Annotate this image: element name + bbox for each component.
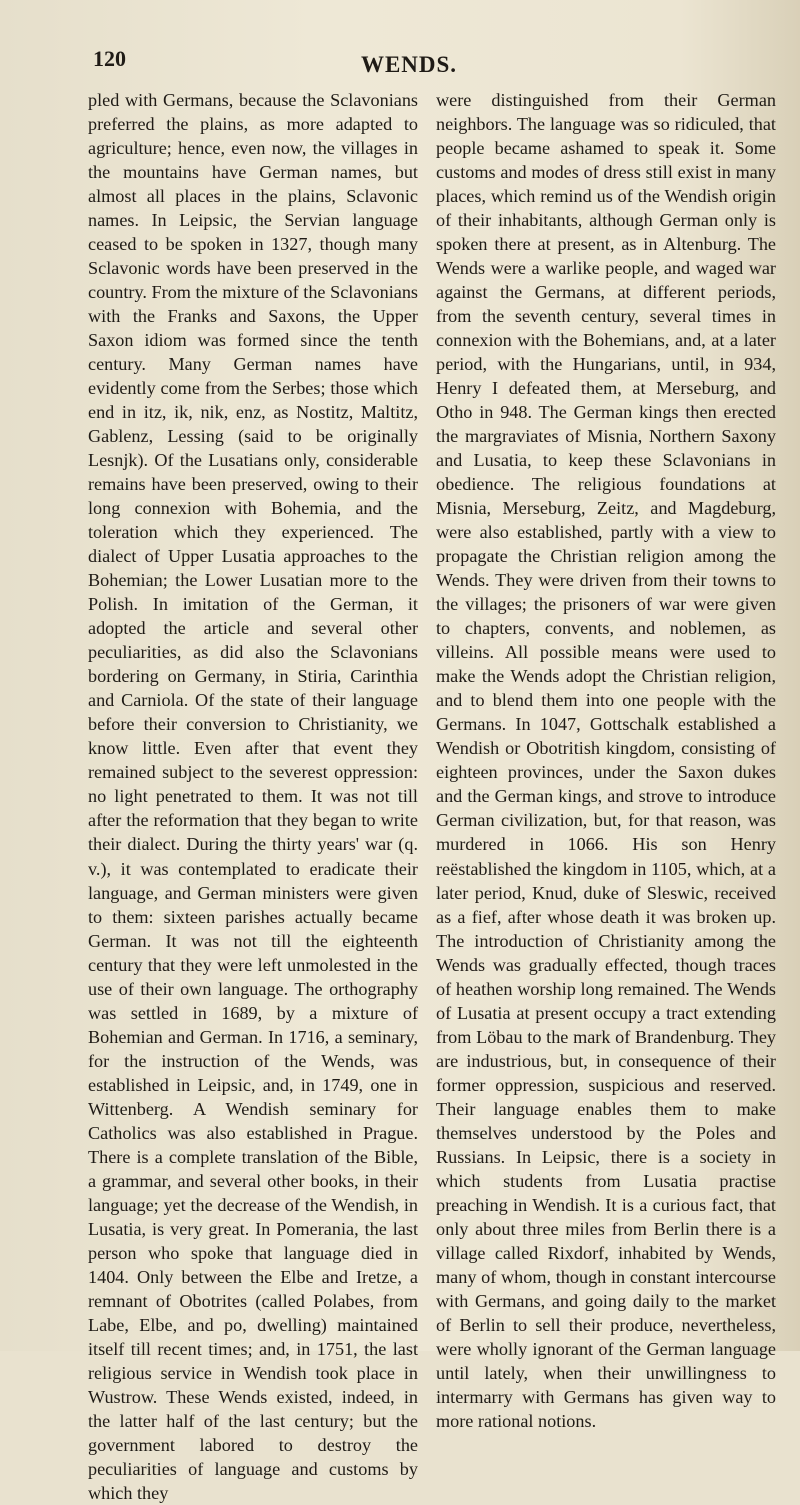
left-column-text: pled with Germans, because the Sclavonians preferred the plains, as more adapted to agriculture; hence, even now, the villages in the mountains have German names, but almost all places in the plains, Sclavonic names. In Leipsic, the Servian language ceased to be spoken in 1327, though many Sclavonic words have been preserved in the country. From the mixture of the Sclavonians with the Franks and Saxons, the Upper Saxon idiom was formed since the tenth century. Many German names have evidently come from the Serbes; those which end in itz, ik, nik, enz, as Nostitz, Maltitz, Gablenz, Lessing (said to be originally Lesnjk). Of the Lusatians only, considerable remains have been preserved, owing to their long connexion with Bohemia, and the toleration which they experienced. The dialect of Upper Lusatia approaches to the Bohemian; the Lower Lusatian more to the Polish. In imitation of the German, it adopted the article and several other peculiarities, as did also the Sclavonians bordering on Germany, in Stiria, Carinthia and Carniola. Of the state of their language before their conversion to Christianity, we know little. Even after that event they remained subject to the severest oppression: no light penetrated to them. It was not till after the reformation that they began to write their dialect. During the thirty years' war (q. v.), it was contemplated to eradicate their language, and German ministers were given to them: sixteen parishes actually became German. It was not till the eighteenth century that they were left unmolested in the use of their own language. The orthography was settled in 1689, by a mixture of Bohemian and German. In 1716, a seminary, for the instruction of the Wends, was established in Leipsic, and, in 1749, one in Wittenberg. A Wendish seminary for Catholics was also established in Prague. There is a complete translation of the Bible, a grammar, and several other books, in their language; yet the decrease of the Wendish, in Lusatia, is very great. In Pomerania, the last person who spoke that language died in 1404. Only between the Elbe and Iretze, a remnant of Obotrites (called Polabes, from Labe, Elbe, and po, dwelling) maintained itself till recent times; and, in 1751, the last religious service in Wendish took place in Wustrow. These Wends existed, indeed, in the latter half of the last century; but the government labored to destroy the peculiarities of language and customs by which they [88,90,418,1503]
running-title: WENDS. [360,52,458,77]
right-column-text: were distinguished from their German neighbors. The language was so ridiculed, that people became ashamed to speak it. Some customs and modes of dress still exist in many places, which remind us of the Wendish origin of their inhabitants, although German only is spoken there at present, as in Altenburg. The Wends were a warlike people, and waged war against the Germans, at different periods, from the seventh century, several times in connexion with the Bohemians, and, at a later period, with the Hungarians, until, in 934, Henry I defeated them, at Merseburg, and Otho in 948. The German kings then erected the margraviates of Misnia, Northern Saxony and Lusatia, to keep these Sclavonians in obedience. The religious foundations at Misnia, Merseburg, Zeitz, and Magdeburg, were also established, partly with a view to propagate the Christian religion among the Wends. They were driven from their towns to the villages; the prisoners of war were given to chapters, convents, and noblemen, as villeins. All possible means were used to make the Wends adopt the Christian religion, and to blend them into one people with the Germans. In 1047, Gottschalk established a Wendish or Obotritish kingdom, consisting of eighteen provinces, under the Saxon dukes and the German kings, and strove to introduce German civilization, but, for that reason, was murdered in 1066. His son Henry reëstablished the kingdom in 1105, which, at a later period, Knud, duke of Sleswic, received as a fief, after whose death it was broken up. The introduction of Christianity among the Wends was gradually effected, though traces of heathen worship long remained. The Wends of Lusatia at present occupy a tract extending from Löbau to the mark of Brandenburg. They are industrious, but, in consequence of their former oppression, suspicious and reserved. Their language enables them to make themselves understood by the Poles and Russians. In Leipsic, there is a society in which students from Lusatia practise preaching in Wendish. It is a curious fact, that only about three miles from Berlin there is a village called Rixdorf, inhabited by Wends, many of whom, though in constant intercourse with Germans, and going daily to the market of Berlin to sell their produce, nevertheless, were wholly ignorant of the German language until lately, when their unwillingness to intermarry with Germans has given way to more rational notions. [436,90,776,1431]
text-column-left [88,88,418,1505]
page-number: 120 [93,46,126,71]
text-column-right [436,88,776,1433]
